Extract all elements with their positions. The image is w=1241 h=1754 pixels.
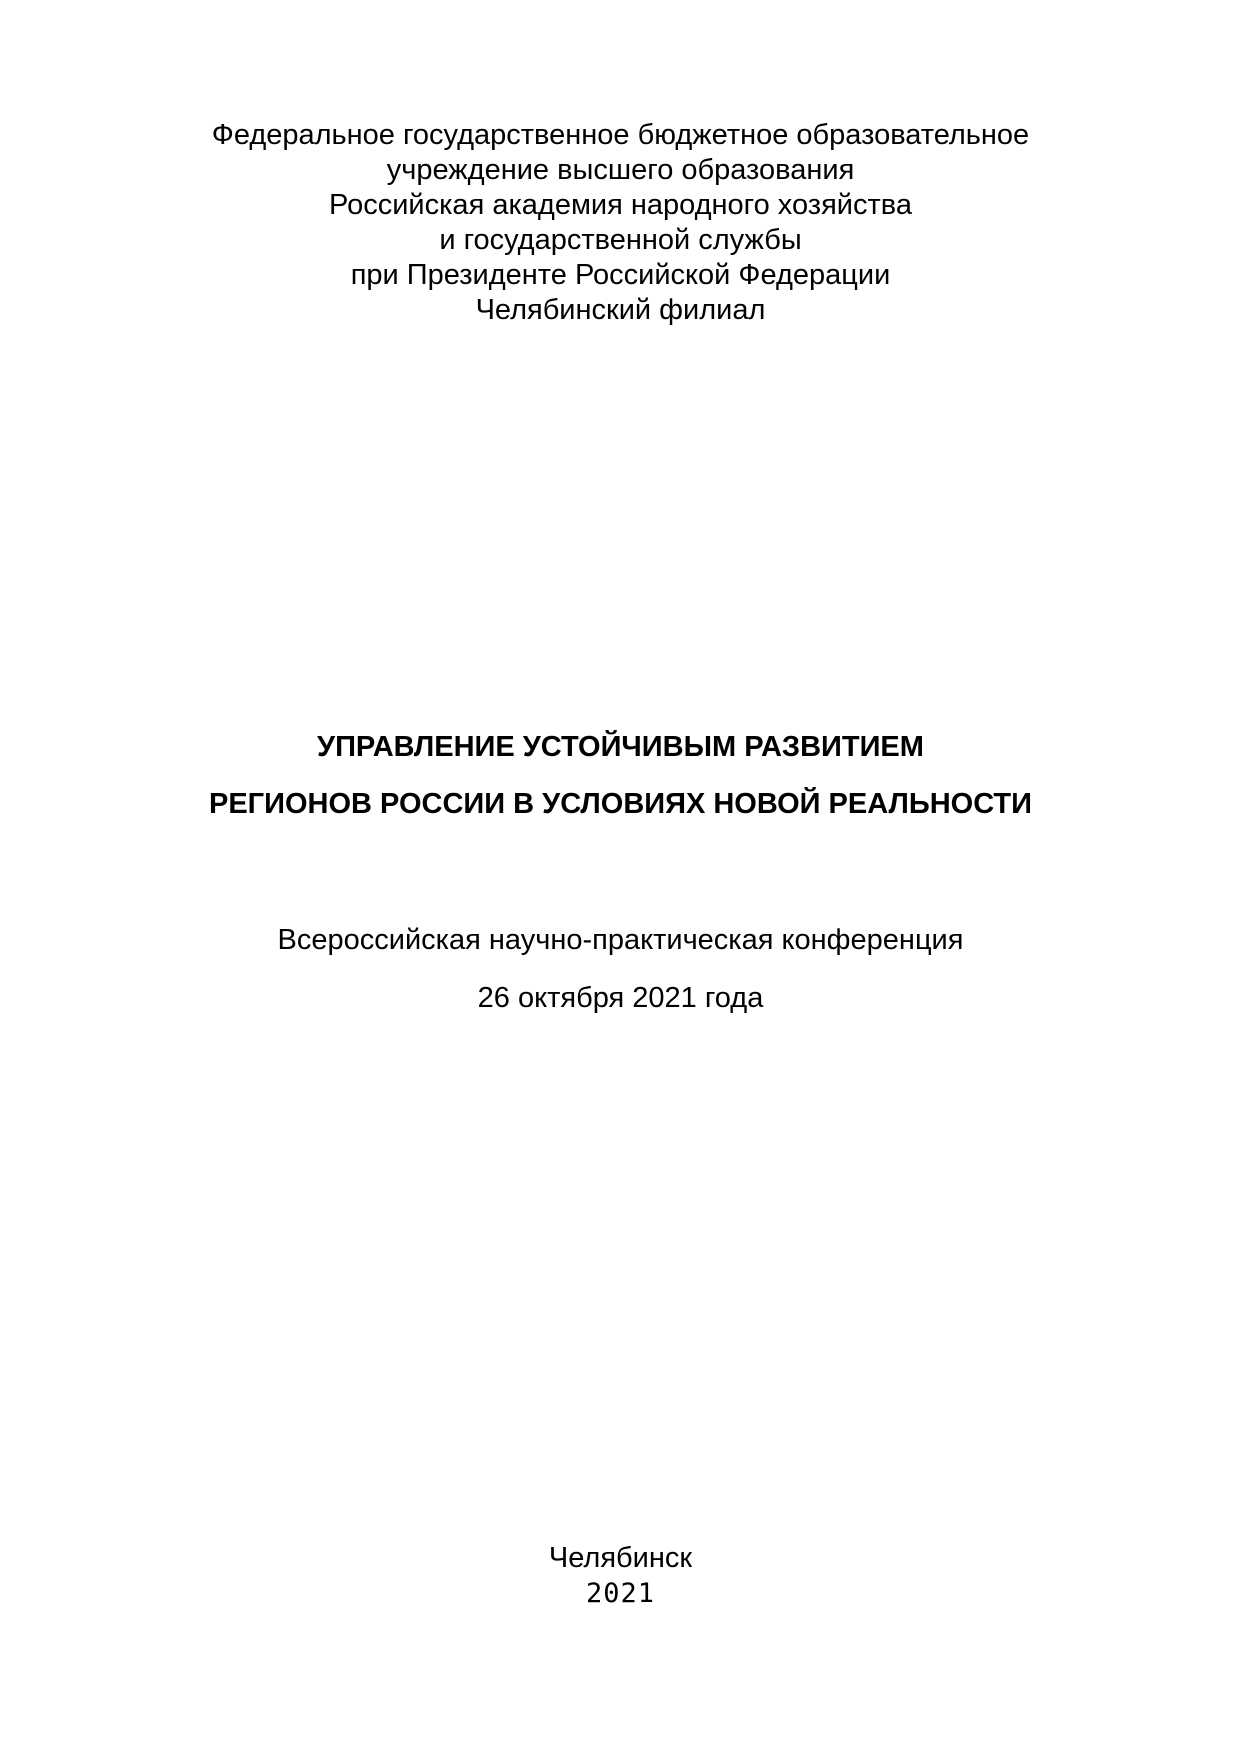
institution-line-6: Челябинский филиал	[475, 294, 766, 326]
conference-date: 26 октября 2021 года	[477, 982, 764, 1014]
publication-city: Челябинск	[548, 1542, 693, 1574]
institution-line-4: и государственной службы	[439, 224, 802, 256]
document-title	[0, 719, 1241, 833]
conference-name: Всероссийская научно-практическая конференция	[277, 924, 964, 956]
institution-line-3: Российская академия народного хозяйства	[329, 189, 912, 221]
publication-year: 2021	[585, 1578, 656, 1609]
conference-block	[0, 911, 1241, 1027]
institution-line-1: Федеральное государственное бюджетное образовательное	[211, 119, 1030, 151]
publication-footer	[0, 1541, 1241, 1611]
institution-line-2: учреждение высшего образования	[386, 154, 855, 186]
institution-line-5: при Президенте Российской Федерации	[350, 259, 891, 291]
institution-block	[0, 118, 1241, 328]
title-line-2: РЕГИОНОВ РОССИИ В УСЛОВИЯХ НОВОЙ РЕАЛЬНОСТИ	[208, 788, 1032, 820]
title-line-1: УПРАВЛЕНИЕ УСТОЙЧИВЫМ РАЗВИТИЕМ	[317, 731, 924, 763]
